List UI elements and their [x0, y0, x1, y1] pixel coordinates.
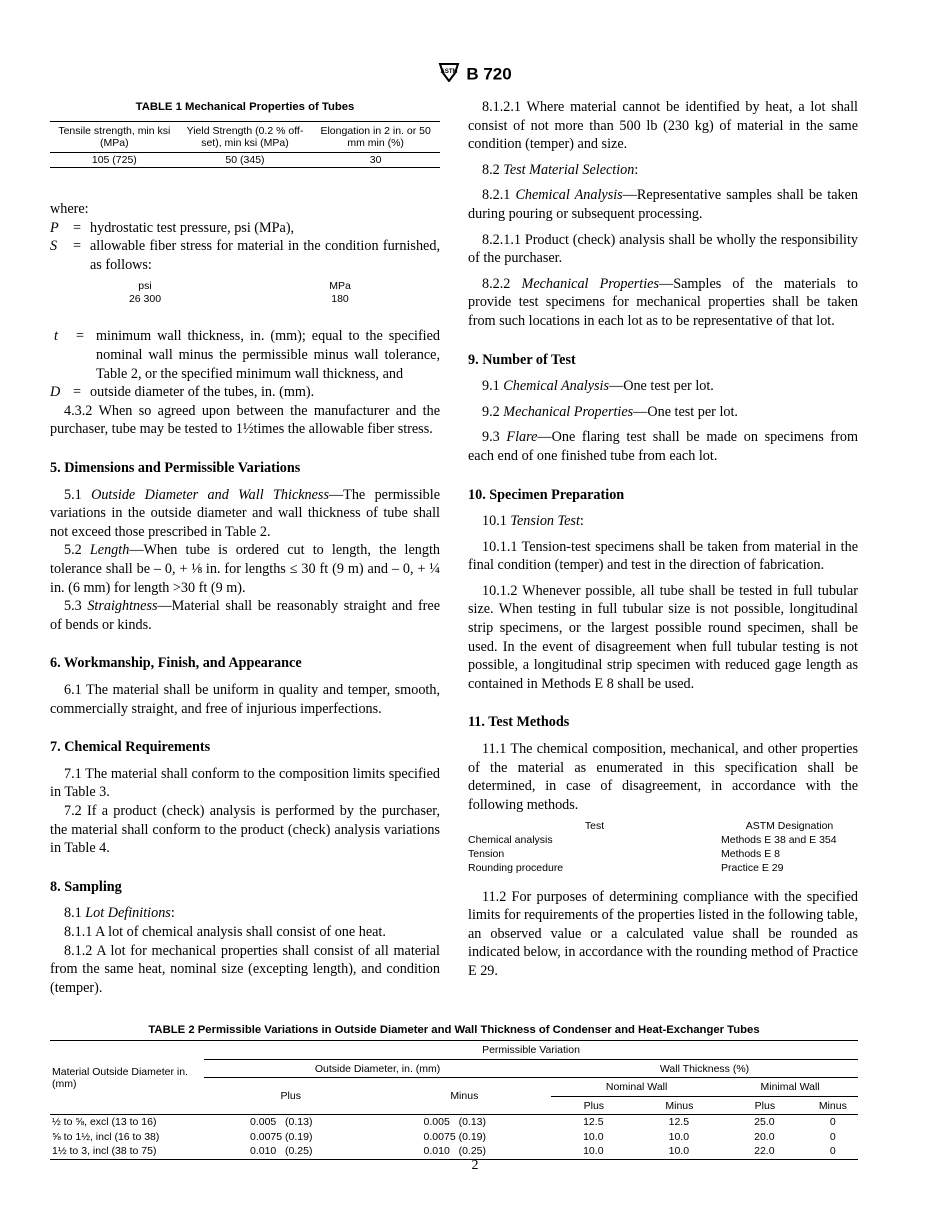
methods-header: ASTM Designation — [745, 820, 834, 833]
astm-logo-text: ASTM — [440, 69, 458, 75]
test-methods-table — [468, 820, 858, 875]
para-11-1: 11.1 The chemical composition, mechanical, and other properties of the material as enumerated in this specification shall be determined, in case of disagreement, in accordance with the following methods. — [468, 741, 858, 813]
table2-material-header: Material Outside Diameter in. (mm) — [50, 1041, 204, 1115]
mpa-value: 180 — [331, 292, 349, 305]
methods-row: Chemical analysis Methods E 38 and E 354 — [468, 834, 837, 847]
table1 — [50, 121, 440, 169]
table2-nominal-plus: Plus — [583, 1099, 605, 1112]
def-equals: = — [72, 384, 81, 401]
para-8-1-2-1: 8.1.2.1 Where material cannot be identified by heat, a lot shall consist of not more than 500 lb (230 kg) of material in the same condition (temper) and size. — [468, 99, 858, 153]
left-column — [50, 98, 440, 997]
table2-nominal-header: Nominal Wall — [551, 1078, 722, 1097]
where-intro: where: — [50, 201, 89, 218]
para-8-2-2: 8.2.2 Mechanical Properties—Samples of the materials to provide test specimens for mechanical properties shall be taken from such locations in each lot as to be representative of that lot. — [468, 275, 859, 329]
psi-label: psi — [138, 280, 152, 293]
methods-row: Tension Methods E 8 — [468, 848, 780, 860]
section-5-heading: 5. Dimensions and Permissible Variations — [50, 460, 301, 477]
def-text: allowable fiber stress for material in the condition furnished, as follows: — [90, 238, 440, 273]
para-5-1: 5.1 Outside Diameter and Wall Thickness—The permissible variations in the outside diameter and wall thickness of tube shall not exceed those prescribed in Table 2. — [50, 486, 440, 540]
table2 — [50, 1040, 858, 1160]
definition-D — [50, 383, 440, 402]
table1-cell: 50 (345) — [225, 153, 265, 166]
table2-caption: TABLE 2 Permissible Variations in Outside Diameter and Wall Thickness of Condenser and Heat-Exchanger Tubes — [148, 1024, 760, 1036]
section-9-heading: 9. Number of Test — [468, 351, 576, 368]
def-text: outside diameter of the tubes, in. (mm). — [90, 384, 315, 401]
para-9-1: 9.1 Chemical Analysis—One test per lot. — [482, 378, 714, 395]
table1-cell: 30 — [369, 153, 382, 166]
def-symbol: S — [50, 238, 58, 255]
definition-P — [50, 219, 440, 238]
def-text: minimum wall thickness, in. (mm); equal to the specified nominal wall minus the permissible minus wall tolerance, Table 2, or the specified minimum wall thickness, and — [96, 328, 440, 382]
para-8-2-1-1: 8.2.1.1 Product (check) analysis shall be wholly the responsibility of the purchaser. — [468, 231, 858, 267]
para-8-2: 8.2 Test Material Selection: — [482, 161, 639, 178]
definition-t — [50, 327, 440, 383]
table2-od-header: Outside Diameter, in. (mm) — [204, 1059, 551, 1078]
table2-row: ½ to ⅝, excl (13 to 16) 0.005 (0.13) 0.005 (0.13) 12.5 12.5 25.0 0 — [52, 1116, 836, 1128]
table1-caption: TABLE 1 Mechanical Properties of Tubes — [135, 101, 355, 113]
para-8-1-1: 8.1.1 A lot of chemical analysis shall consist of one heat. — [64, 923, 386, 940]
para-8-1: 8.1 Lot Definitions: — [64, 905, 175, 922]
para-4-3-2: 4.3.2 When so agreed upon between the manufacturer and the purchaser, tube may be tested to 1½times the allowable fiber stress. — [50, 402, 440, 438]
def-text: hydrostatic test pressure, psi (MPa), — [90, 219, 295, 236]
table1-header: Tensile strength, min ksi (MPa) — [58, 124, 171, 150]
standard-code: B 720 — [466, 64, 512, 84]
para-10-1-2: 10.1.2 Whenever possible, all tube shall be tested in full tubular size. When testing in full tubular size is not possible, longitudinal strip specimens, or the largest possible round specimen, shall be used. In the event of disagreement when full tubular testing is not possible, a longitudinal strip specimen with reduced gage length as contained in Methods E 8 shall be used. — [468, 582, 858, 692]
methods-header: Test — [584, 820, 605, 833]
definition-S — [50, 237, 440, 274]
def-symbol: D — [50, 384, 61, 401]
para-10-1: 10.1 Tension Test: — [482, 513, 584, 530]
para-11-2: 11.2 For purposes of determining compliance with the specified limits for requirements of the properties listed in the following table, an observed value or a calculated value shall be rounded as indicated below, in accordance with the rounding method of Practice E 29. — [468, 888, 858, 979]
table2-od-plus: Plus — [204, 1078, 378, 1115]
section-10-heading: 10. Specimen Preparation — [468, 486, 625, 503]
def-equals: = — [72, 238, 81, 255]
para-9-3: 9.3 Flare—One flaring test shall be made on specimens from each end of one finished tube from each lot. — [468, 429, 858, 464]
para-5-2: 5.2 Length—When tube is ordered cut to length, the length tolerance shall be – 0, + ⅛ in. for lengths ≤ 30 ft (9 m) and – 0, + ¼ in. (6 mm) for length >30 ft (9 m). — [50, 542, 440, 596]
table2-perm-header: Permissible Variation — [204, 1041, 858, 1060]
page-number: 2 — [471, 1158, 479, 1173]
table2-wall-header: Wall Thickness (%) — [551, 1059, 858, 1078]
def-symbol: P — [50, 219, 59, 236]
def-symbol: t — [54, 328, 58, 345]
psi-value: 26 300 — [128, 292, 162, 305]
table2-minimal-header: Minimal Wall — [722, 1078, 858, 1097]
section-8-heading: 8. Sampling — [50, 878, 122, 895]
page-header — [0, 62, 950, 87]
stress-units — [50, 274, 440, 305]
def-equals: = — [75, 328, 84, 345]
methods-row: Rounding procedure Practice E 29 — [468, 861, 784, 874]
table1-header: Elongation in 2 in. or 50 mm min (%) — [320, 124, 431, 150]
table2-nominal-minus: Minus — [665, 1099, 694, 1112]
para-6-1: 6.1 The material shall be uniform in quality and temper, smooth, commercially straight, and free of injurious imperfections. — [50, 681, 440, 717]
para-9-2: 9.2 Mechanical Properties—One test per lot. — [482, 403, 738, 420]
section-11-heading: 11. Test Methods — [468, 714, 570, 731]
def-equals: = — [72, 219, 81, 236]
table2-row: ⅝ to 1½, incl (16 to 38) 0.0075 (0.19) 0.0075 (0.19) 10.0 10.0 20.0 0 — [52, 1130, 836, 1143]
mpa-label: MPa — [329, 280, 351, 293]
table2-od-minus: Minus — [378, 1078, 552, 1115]
table1-cell: 105 (725) — [91, 153, 137, 166]
section-6-heading: 6. Workmanship, Finish, and Appearance — [50, 655, 302, 672]
table2-minimal-plus: Plus — [754, 1099, 776, 1112]
para-7-2: 7.2 If a product (check) analysis is performed by the purchaser, the material shall conform to the product (check) analysis variations in Table 4. — [50, 802, 440, 857]
para-8-1-2: 8.1.2 A lot for mechanical properties shall consist of all material from the same heat, nominal size (excepting length), and condition (temper). — [50, 942, 440, 996]
table2-minimal-minus: Minus — [818, 1099, 847, 1112]
para-10-1-1: 10.1.1 Tension-test specimens shall be taken from material in the final condition (temper) and test in the direction of fabrication. — [468, 538, 858, 574]
para-5-3: 5.3 Straightness—Material shall be reasonably straight and free of bends or kinds. — [50, 598, 441, 633]
right-column — [468, 98, 858, 981]
table2-row: 1½ to 3, incl (38 to 75) 0.010 (0.25) 0.010 (0.25) 10.0 10.0 22.0 0 — [50, 1144, 858, 1159]
astm-logo-icon — [438, 62, 460, 87]
section-7-heading: 7. Chemical Requirements — [50, 739, 211, 756]
para-8-2-1: 8.2.1 Chemical Analysis—Representative samples shall be taken during pouring or subsequent processing. — [468, 187, 859, 222]
table1-header: Yield Strength (0.2 % off-set), min ksi (MPa) — [186, 124, 304, 150]
table2-block — [50, 1024, 858, 1160]
para-7-1: 7.1 The material shall conform to the composition limits specified in Table 3. — [50, 765, 440, 801]
